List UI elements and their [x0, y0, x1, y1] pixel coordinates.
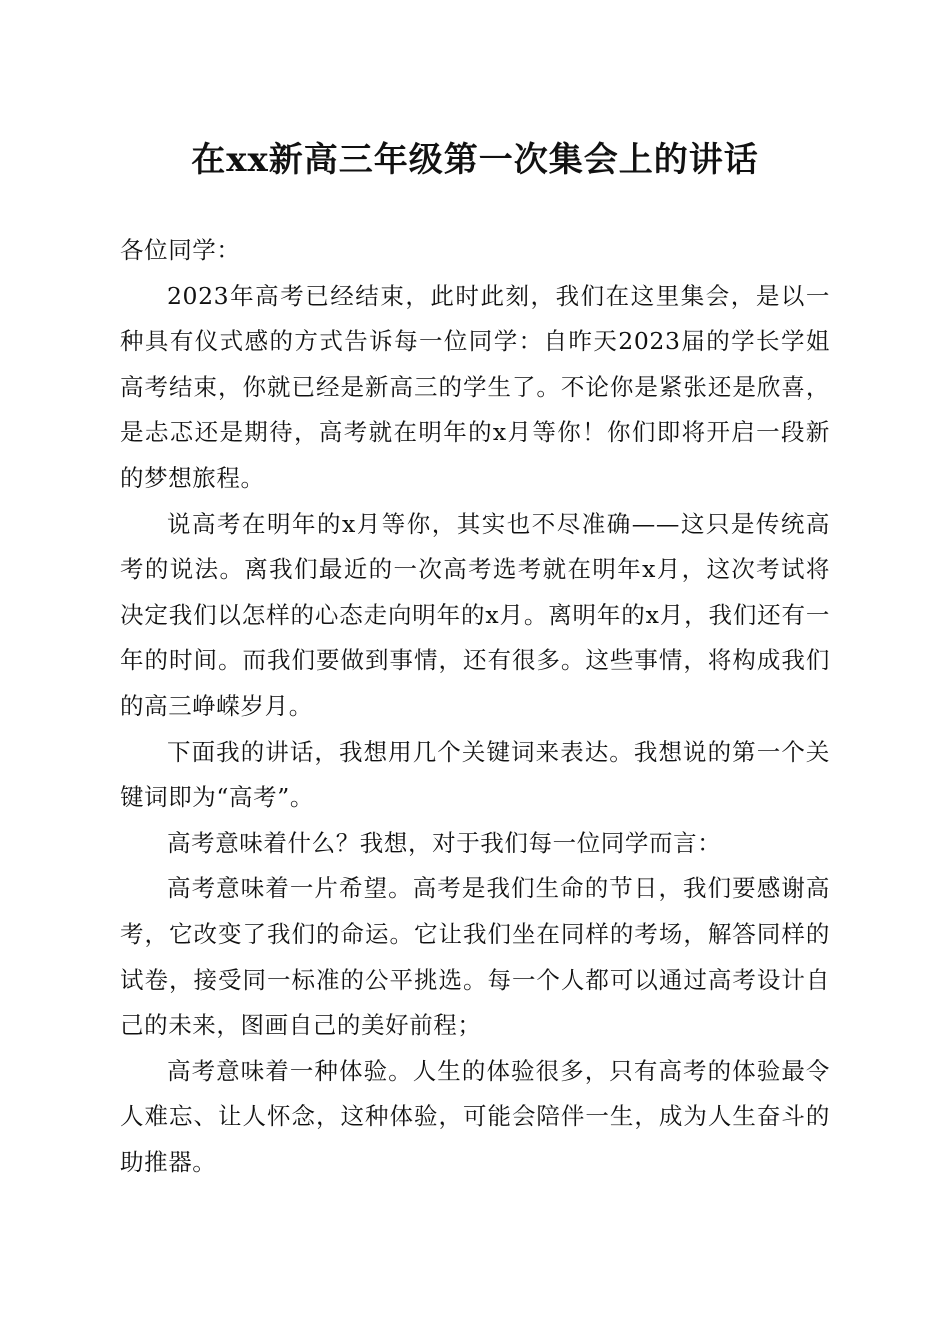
paragraph-1: 2023年高考已经结束，此时此刻，我们在这里集会，是以一种具有仪式感的方式告诉每一位同学：自昨天2023届的学长学姐高考结束，你就已经是新高三的学生了。不论你是紧张还是欣喜，是忐忑还是期待，高考就在明年的x月等你！你们即将开启一段新的梦想旅程。 — [120, 281, 830, 492]
paragraph-4: 高考意味着什么？我想，对于我们每一位同学而言： — [167, 828, 722, 857]
document-title: 在xx新高三年级第一次集会上的讲话 — [191, 140, 759, 180]
paragraph-5: 高考意味着一片希望。高考是我们生命的节日，我们要感谢高考，它改变了我们的命运。它让我们坐在同样的考场，解答同样的试卷，接受同一标准的公平挑选。每一个人都可以通过高考设计自己的未来，图画自己的美好前程； — [120, 874, 830, 1040]
paragraph-3: 下面我的讲话，我想用几个关键词来表达。我想说的第一个关键词即为“高考”。 — [120, 737, 830, 812]
salutation: 各位同学： — [120, 236, 241, 264]
paragraph-6: 高考意味着一种体验。人生的体验很多，只有高考的体验最令人难忘、让人怀念，这种体验，可能会陪伴一生，成为人生奋斗的助推器。 — [120, 1056, 830, 1176]
paragraph-2: 说高考在明年的x月等你，其实也不尽准确——这只是传统高考的说法。离我们最近的一次高考选考就在明年x月，这次考试将决定我们以怎样的心态走向明年的x月。离明年的x月，我们还有一年的时间。而我们要做到事情，还有很多。这些事情，将构成我们的高三峥嵘岁月。 — [120, 509, 830, 720]
document-body — [120, 228, 830, 1185]
